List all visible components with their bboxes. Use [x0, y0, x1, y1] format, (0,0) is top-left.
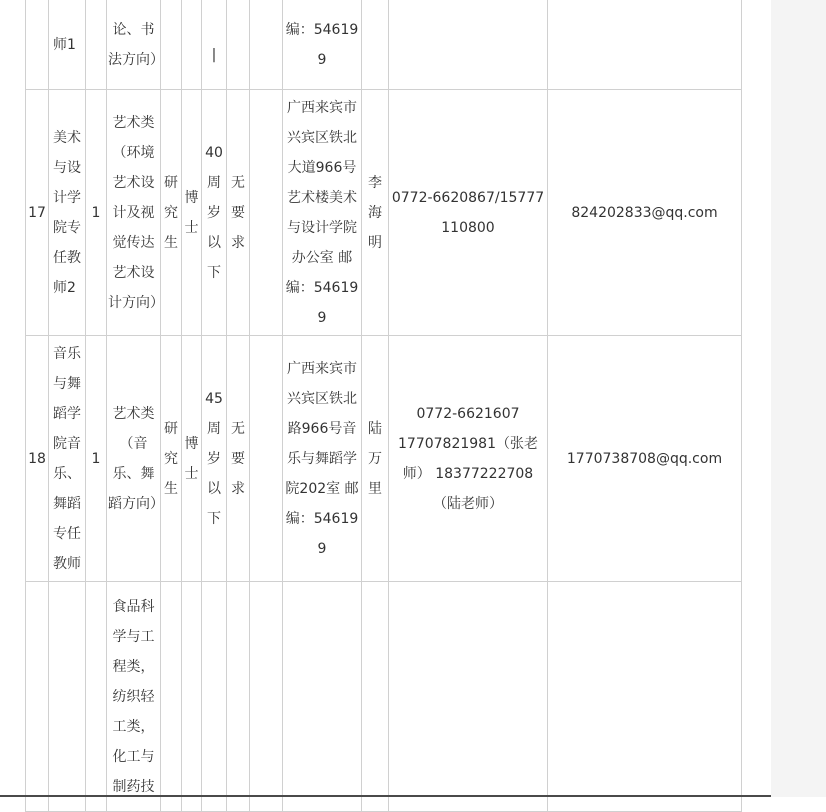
major-cell: 艺术类（环境艺术设计及视觉传达艺术设计方向） [107, 90, 161, 336]
email-cell [548, 0, 742, 90]
age-stub-mark: | [211, 46, 217, 63]
major-cell: 食品科学与工程类，纺织轻工类，化工与制药技 [107, 582, 161, 812]
degree-cell [182, 582, 202, 812]
phone-cell [389, 336, 548, 582]
count-cell: 1 [86, 90, 107, 336]
phone-line: 17707821981（张老师） 18377222708 [398, 435, 538, 482]
contact-cell: 陆万里 [362, 336, 389, 582]
spacer-cell [250, 336, 283, 582]
bottom-border [0, 795, 771, 797]
phone-cell [389, 0, 548, 90]
count-cell: 1 [86, 336, 107, 582]
position-cell: 师1 [49, 0, 86, 90]
spacer-cell [250, 0, 283, 90]
phone-cell [389, 582, 548, 812]
degree-cell: 博士 [182, 336, 202, 582]
scrollbar-track[interactable] [771, 0, 826, 797]
no-cell [26, 582, 49, 812]
recruitment-table [25, 0, 742, 812]
age-cell [202, 0, 227, 90]
contact-cell [362, 582, 389, 812]
address-cell: 编：546199 [283, 0, 362, 90]
no-cell: 18 [26, 336, 49, 582]
phone-cell: 0772-6620867/15777110800 [389, 90, 548, 336]
major-cell: 艺术类（音乐、舞蹈方向） [107, 336, 161, 582]
count-cell [86, 582, 107, 812]
spacer-cell [250, 90, 283, 336]
position-cell: 音乐与舞蹈学院音乐、舞蹈专任教师 [49, 336, 86, 582]
email-cell [548, 582, 742, 812]
degree-cell: 博士 [182, 90, 202, 336]
no-cell: 17 [26, 90, 49, 336]
table-row [26, 90, 742, 336]
address-cell: 广西来宾市兴宾区铁北大道966号艺术楼美术与设计学院办公室 邮编：546199 [283, 90, 362, 336]
phone-line: （陆老师） [433, 495, 503, 512]
contact-cell [362, 0, 389, 90]
major-cell: 论、书法方向） [107, 0, 161, 90]
education-cell: 研究生 [161, 336, 182, 582]
no-cell [26, 0, 49, 90]
email-cell: 1770738708@qq.com [548, 336, 742, 582]
count-cell [86, 0, 107, 90]
education-cell [161, 0, 182, 90]
education-cell: 研究生 [161, 90, 182, 336]
age-cell [202, 582, 227, 812]
table-row [26, 336, 742, 582]
other-cell [227, 582, 250, 812]
other-cell: 无要求 [227, 336, 250, 582]
phone-line: 0772-6621607 [416, 405, 520, 422]
table-row [26, 582, 742, 812]
email-cell: 824202833@qq.com [548, 90, 742, 336]
other-cell [227, 0, 250, 90]
address-cell: 广西来宾市兴宾区铁北路966号音乐与舞蹈学院202室 邮编：546199 [283, 336, 362, 582]
education-cell [161, 582, 182, 812]
table-row [26, 0, 742, 90]
degree-cell [182, 0, 202, 90]
position-cell: 美术与设计学院专任教师2 [49, 90, 86, 336]
spacer-cell [250, 582, 283, 812]
position-cell [49, 582, 86, 812]
contact-cell: 李海明 [362, 90, 389, 336]
other-cell: 无要求 [227, 90, 250, 336]
age-cell: 40周岁以下 [202, 90, 227, 336]
age-cell: 45周岁以下 [202, 336, 227, 582]
address-cell [283, 582, 362, 812]
